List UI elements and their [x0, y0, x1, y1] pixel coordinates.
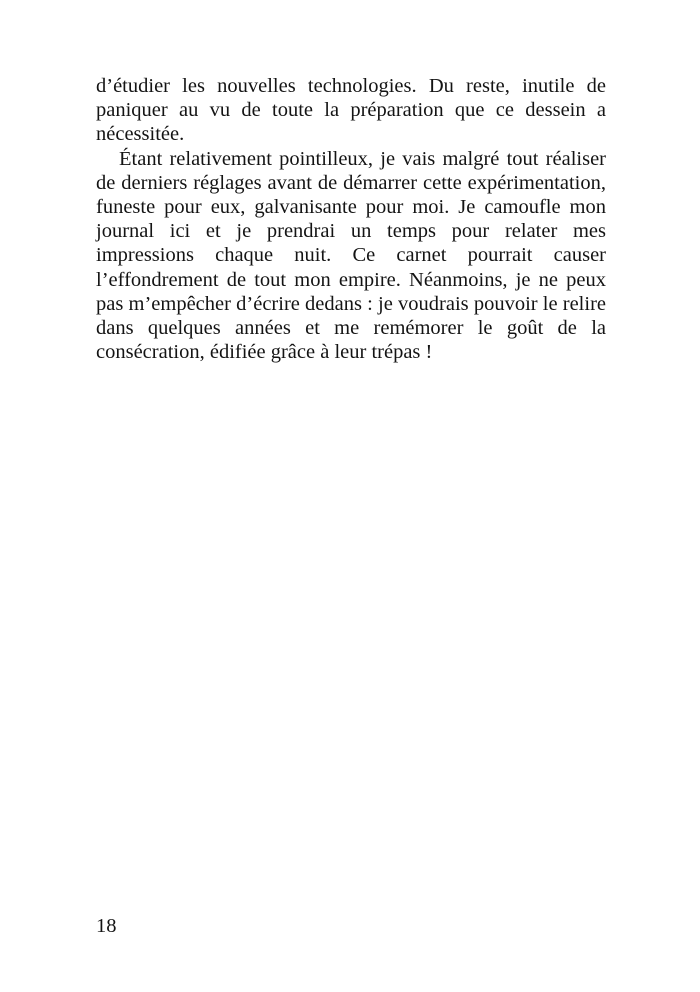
paragraph-continuation: d’étudier les nouvelles technologies. Du reste, inutile de paniquer au vu de toute la préparation que ce dessein a nécessitée.: [96, 75, 606, 146]
body-text: [96, 74, 606, 364]
page-number: 18: [96, 915, 117, 937]
paragraph: Étant relativement pointilleux, je vais malgré tout réaliser de derniers réglages avant de démarrer cette expérimentation, funeste pour eux, galvanisante pour moi. Je camoufle mon journal ici et je prendrai un temps pour relater mes impressions chaque nuit. Ce carnet pourrait causer l’effondrement de tout mon empire. Néanmoins, je ne peux pas m’empêcher d’écrire dedans : je voudrais pouvoir le relire dans quelques années et me remémorer le goût de la consécration, édifiée grâce à leur trépas !: [96, 147, 606, 364]
